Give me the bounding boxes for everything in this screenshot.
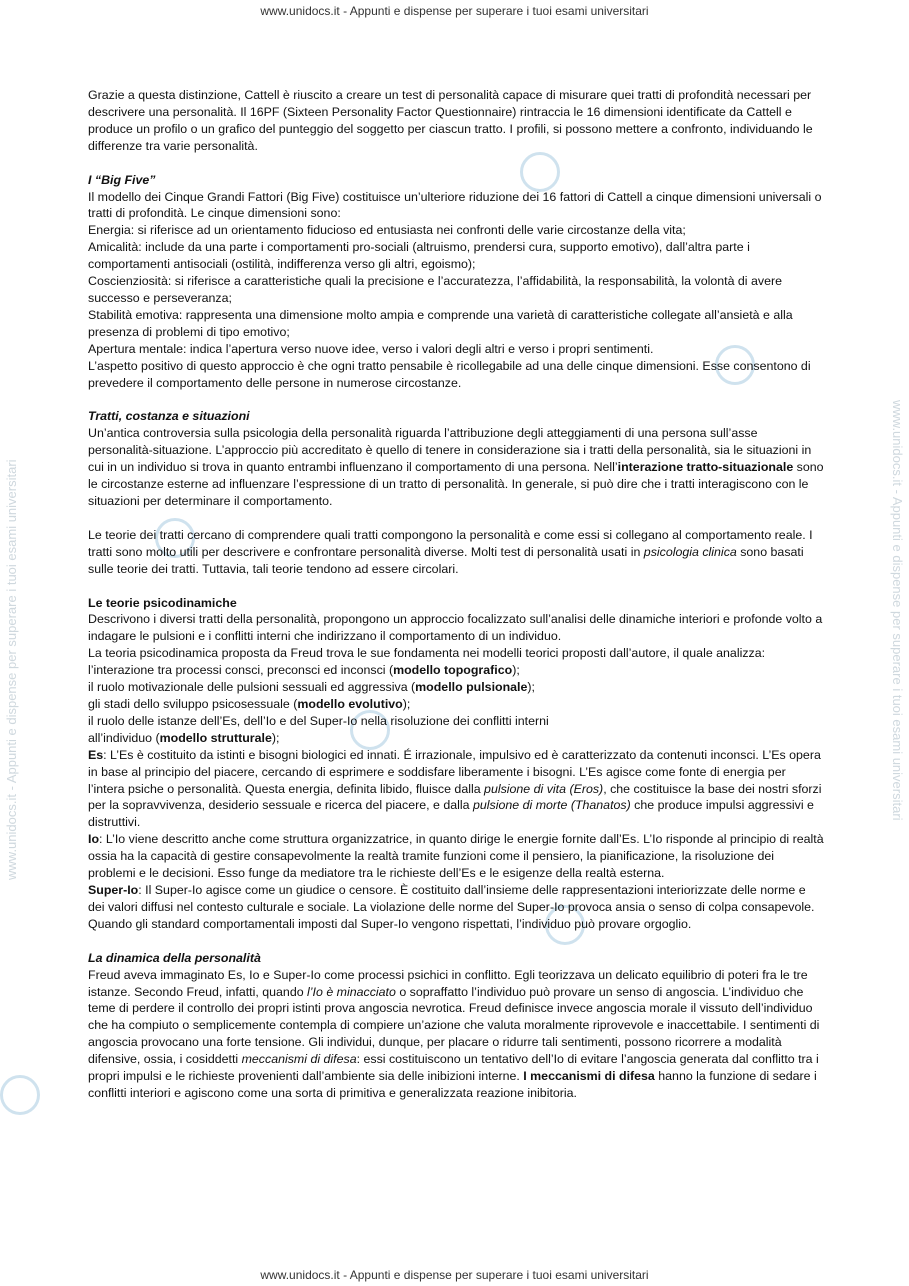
section-heading-tratti: Tratti, costanza e situazioni [88,409,250,424]
list-item: all’individuo (modello strutturale); [88,730,280,745]
list-item: Energia: si riferisce ad un orientamento fiducioso ed entusiasta nei confronti delle varie circostanze della vita; [88,223,686,238]
page-footer: www.unidocs.it - Appunti e dispense per superare i tuoi esami universitari [260,1268,649,1282]
intro-paragraph: Grazie a questa distinzione, Cattell è riuscito a creare un test di personalità capace di misurare quei tratti di profondità necessari per descrivere una personalità. Il 16PF (Sixteen Personality Factor Questionnaire) rintraccia le 16 dimensioni identificate da Cattell e produce un profilo o un grafico del punteggio del soggetto per ciascun tratto. I profili, si possono mettere a confronto, individuando le differenze tra varie personalità. [88,88,813,153]
list-item: Coscienziosità: si riferisce a caratteristiche quali la precisione e l’accuratezza, l’affidabilità, la responsabilità, la volontà di avere successo e perseveranza; [88,274,782,305]
paragraph-es: Es: L’Es è costituito da istinti e bisogni biologici ed innati. É irrazionale, impulsivo ed è caratterizzato da contenuti inconsci. L’Es opera in base al principio del piacere, cercando di esprimere e soddisfare liberamente i bisogni. L’Es agisce come fonte di energia per l’intera psiche o personalità. Questa energia, definita libido, fluisce dalla pulsione di vita (Eros), che costituisce la base dei nostri sforzi per la sopravvivenza, desiderio sessuale e ricerca del piacere, e dalla pulsione di morte (Thanatos) che produce impulsi aggressivi e distruttivi. [88,747,822,830]
paragraph: Freud aveva immaginato Es, Io e Super-Io come processi psichici in conflitto. Egli teorizzava un delicato equilibrio di poteri fra le tre istanze. Secondo Freud, infatti, quando l’Io è minacciato o sopraffatto l’individuo può provare un senso di angoscia. L’individuo che teme di perdere il controllo dei propri istinti prova angoscia nevrotica. Freud definisce invece angoscia morale il vissuto dell’individuo che ha compiuto o semplicemente contempla di compiere un’azione che valuta moralmente riprovevole e inaccettabile. I sentimenti di angoscia provocano una forte tensione. Gli individui, dunque, per placare o ridurre tali sentimenti, possono ricorrere a modalità difensive, ossia, i cosiddetti meccanismi di difesa: essi costituiscono un tentativo dell’Io di evitare l’angoscia generata dal conflitto tra i propri impulsi e le richieste provenienti dall’ambiente sia delle inibizioni interne. I meccanismi di difesa hanno la funzione di sedare i conflitti interiori e agiscono come una sorta di primitiva e generalizzata reazione inibitoria. [88,967,820,1100]
paragraph: Descrivono i diversi tratti della personalità, propongono un approccio focalizzato sull’analisi delle dinamiche interiori e profonde volto a indagare le pulsioni e i conflitti interni che indirizzano il comportamento di un individuo. [88,612,823,644]
section-heading-dinamica: La dinamica della personalità [88,950,261,965]
paragraph: Un’antica controversia sulla psicologia della personalità riguarda l’attribuzione degli atteggiamenti di una persona sull’asse personalità-situazione. L’approccio più accreditato è quello di tenere in considerazione sia i tratti della personalità, sia le situazioni in cui in un individuo si trova in quanto entrambi influenzano il comportamento di una persona. Nell’interazione tratto-situazionale sono le circostanze esterne ad influenzare l’espressione di un tratto di personalità. In generale, si può dire che i tratti interagiscono con le situazioni per determinare il comportamento. [88,426,824,508]
paragraph: Le teorie dei tratti cercano di comprendere quali tratti compongono la personalità e come essi si collegano al comportamento reale. I tratti sono molto utili per descrivere e confrontare personalità diverse. Molti test di personalità usati in psicologia clinica sono basati sulle teorie dei tratti. Tuttavia, tali teorie tendono ad essere circolari. [88,527,813,576]
paragraph: Il modello dei Cinque Grandi Fattori (Big Five) costituisce un’ulteriore riduzione dei 16 fattori di Cattell a cinque dimensioni universali o tratti di profondità. Le cinque dimensioni sono: [88,189,822,221]
list-item: il ruolo delle istanze dell’Es, dell’Io e del Super-Io nella risoluzione dei conflitti interni [88,713,549,728]
list-item: gli stadi dello sviluppo psicosessuale (modello evolutivo); [88,697,411,711]
list-item: il ruolo motivazionale delle pulsioni sessuali ed aggressiva (modello pulsionale); [88,680,535,695]
side-watermark-right: www.unidocs.it - Appunti e dispense per superare i tuoi esami universitari [890,400,905,821]
list-item: Amicalità: include da una parte i comportamenti pro-sociali (altruismo, prendersi cura, supporto emotivo), dall’altra parte i comportamenti antisociali (ostilità, indifferenza verso gli altri, egoismo); [88,240,750,272]
list-item: Stabilità emotiva: rappresenta una dimensione molto ampia e comprende una varietà di caratteristiche collegate all’ansietà e alla presenza di problemi di tipo emotivo; [88,307,793,339]
paragraph: L’aspetto positivo di questo approccio è che ogni tratto pensabile è ricollegabile ad una delle cinque dimensioni. Esse consentono di prevedere il comportamento delle persone in numerose circostanze. [88,358,811,390]
section-heading-big-five: I “Big Five” [88,172,156,187]
paragraph-io: Io: L’Io viene descritto anche come struttura organizzatrice, in quanto dirige le energie fornite dall’Es. L’Io risponde al principio di realtà ossia ha la capacità di gestire consapevolmente la realtà tramite funzioni come il pensiero, la pianificazione, la risoluzione dei problemi e le decisioni. Esso funge da mediatore tra le richieste dell’Es e le esigenze della realtà esterna. [88,832,824,881]
list-item: l’interazione tra processi consci, preconsci ed inconsci (modello topografico); [88,663,520,678]
list-item: Apertura mentale: indica l’apertura verso nuove idee, verso i valori degli altri e verso i propri sentimenti. [88,341,654,356]
paragraph: La teoria psicodinamica proposta da Freud trova le sue fondamenta nei modelli teorici proposti dall’autore, il quale analizza: [88,646,766,661]
section-heading-psicodinamiche: Le teorie psicodinamiche [88,595,237,610]
paragraph-super-io: Super-Io: Il Super-Io agisce come un giudice o censore. È costituito dall’insieme delle rappresentazioni interiorizzate delle norme e dei valori diffusi nel contesto culturale e sociale. La violazione delle norme del Super-Io provoca ansia o senso di colpa consapevole. Quando gli standard comportamentali imposti dal Super-Io vengono rispettati, l’individuo può provare orgoglio. [88,882,815,931]
side-watermark-left: www.unidocs.it - Appunti e dispense per superare i tuoi esami universitari [4,459,19,880]
document-body [88,87,824,1102]
watermark-logo-icon [0,1075,40,1115]
page-header: www.unidocs.it - Appunti e dispense per superare i tuoi esami universitari [260,4,649,18]
